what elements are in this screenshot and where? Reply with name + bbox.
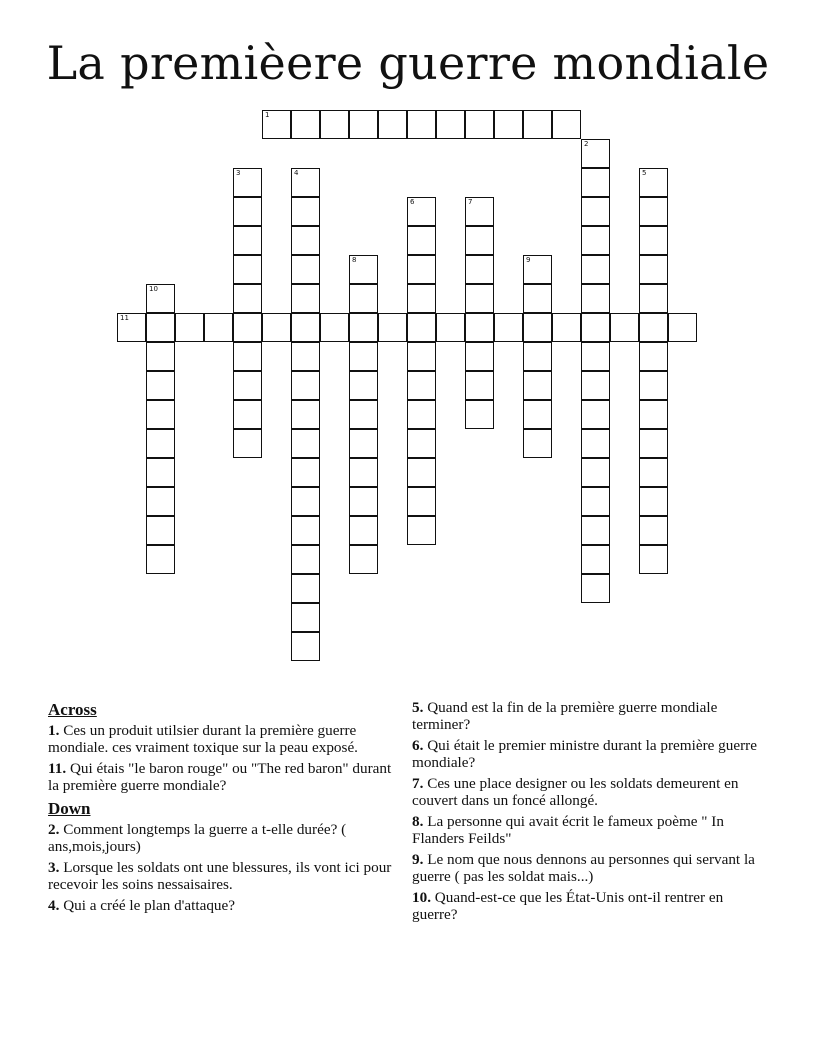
clue-across-1 [48, 723, 398, 756]
clue-text: Ces un produit utilsier durant la première guerre mondiale. ces vraiment toxique sur la peau exposé. [48, 722, 358, 756]
grid-cell[interactable] [639, 313, 668, 342]
grid-cell[interactable] [407, 458, 436, 487]
grid-cell[interactable] [291, 516, 320, 545]
grid-cell[interactable] [146, 429, 175, 458]
cell-number: 8 [352, 256, 357, 264]
clue-number: 8. [412, 813, 424, 830]
across-heading: Across [48, 700, 97, 719]
clue-number: 2. [48, 821, 60, 838]
grid-cell[interactable] [639, 516, 668, 545]
grid-cell[interactable] [581, 197, 610, 226]
grid-cell[interactable] [291, 197, 320, 226]
grid-cell[interactable] [639, 342, 668, 371]
clues-left-column [48, 700, 398, 920]
cell-number: 6 [410, 198, 415, 206]
grid-cell[interactable] [465, 342, 494, 371]
grid-cell[interactable] [175, 313, 204, 342]
grid-cell[interactable] [523, 342, 552, 371]
grid-cell[interactable] [581, 255, 610, 284]
grid-cell[interactable] [291, 110, 320, 139]
grid-cell[interactable] [291, 429, 320, 458]
clue-text: Quand-est-ce que les État-Unis ont-il rentrer en guerre? [412, 889, 724, 923]
clue-down-8 [412, 814, 772, 847]
grid-cell[interactable] [465, 313, 494, 342]
grid-cell[interactable] [639, 284, 668, 313]
grid-cell[interactable] [523, 313, 552, 342]
grid-cell[interactable] [291, 168, 320, 197]
grid-cell[interactable] [117, 313, 146, 342]
grid-cell[interactable] [291, 574, 320, 603]
grid-cell[interactable] [494, 110, 523, 139]
grid-cell[interactable] [436, 110, 465, 139]
clue-text: Comment longtemps la guerre a t-elle durée? ( ans,mois,jours) [48, 821, 347, 855]
grid-cell[interactable] [146, 545, 175, 574]
grid-cell[interactable] [320, 110, 349, 139]
grid-cell[interactable] [291, 371, 320, 400]
clue-number: 4. [48, 897, 60, 914]
grid-cell[interactable] [291, 603, 320, 632]
grid-cell[interactable] [523, 429, 552, 458]
grid-cell[interactable] [523, 110, 552, 139]
cell-number: 5 [642, 169, 647, 177]
grid-cell[interactable] [610, 313, 639, 342]
grid-cell[interactable] [233, 342, 262, 371]
clue-number: 1. [48, 722, 60, 739]
cell-number: 9 [526, 256, 531, 264]
clue-number: 3. [48, 859, 60, 876]
grid-cell[interactable] [262, 110, 291, 139]
grid-cell[interactable] [407, 110, 436, 139]
clue-down-2 [48, 822, 398, 855]
grid-cell[interactable] [407, 342, 436, 371]
grid-cell[interactable] [581, 168, 610, 197]
grid-cell[interactable] [639, 429, 668, 458]
clue-text: Quand est la fin de la première guerre mondiale terminer? [412, 699, 718, 733]
grid-cell[interactable] [349, 429, 378, 458]
clue-text: Le nom que nous dennons au personnes qui servant la guerre ( pas les soldat mais...) [412, 851, 755, 885]
grid-cell[interactable] [233, 284, 262, 313]
grid-cell[interactable] [407, 284, 436, 313]
grid-cell[interactable] [291, 545, 320, 574]
grid-cell[interactable] [639, 371, 668, 400]
grid-cell[interactable] [349, 545, 378, 574]
grid-cell[interactable] [349, 284, 378, 313]
grid-cell[interactable] [291, 342, 320, 371]
clue-text: Qui a créé le plan d'attaque? [63, 897, 236, 914]
grid-cell[interactable] [407, 255, 436, 284]
clue-down-9 [412, 852, 772, 885]
grid-cell[interactable] [639, 487, 668, 516]
clue-text: Ces une place designer ou les soldats demeurent en couvert dans un foncé allongé. [412, 775, 739, 809]
grid-cell[interactable] [320, 313, 349, 342]
grid-cell[interactable] [639, 226, 668, 255]
clue-down-10 [412, 890, 772, 923]
grid-cell[interactable] [581, 313, 610, 342]
grid-cell[interactable] [639, 168, 668, 197]
grid-cell[interactable] [146, 458, 175, 487]
grid-cell[interactable] [465, 284, 494, 313]
clue-number: 9. [412, 851, 424, 868]
grid-cell[interactable] [349, 400, 378, 429]
grid-cell[interactable] [204, 313, 233, 342]
grid-cell[interactable] [407, 371, 436, 400]
grid-cell[interactable] [639, 197, 668, 226]
clue-text: Qui étais "le baron rouge" ou "The red baron" durant la première guerre mondiale? [48, 760, 392, 794]
page-title: La premièere guerre mondiale [46, 36, 770, 90]
grid-cell[interactable] [233, 400, 262, 429]
grid-cell[interactable] [581, 545, 610, 574]
down-heading: Down [48, 799, 91, 818]
cell-number: 1 [265, 111, 270, 119]
clue-number: 7. [412, 775, 424, 792]
grid-cell[interactable] [436, 313, 465, 342]
grid-cell[interactable] [349, 255, 378, 284]
clue-down-3 [48, 860, 398, 893]
cell-number: 2 [584, 140, 589, 148]
grid-cell[interactable] [552, 110, 581, 139]
clue-text: La personne qui avait écrit le fameux poème " In Flanders Feilds" [412, 813, 724, 847]
grid-cell[interactable] [465, 226, 494, 255]
grid-cell[interactable] [349, 516, 378, 545]
grid-cell[interactable] [581, 284, 610, 313]
grid-cell[interactable] [465, 371, 494, 400]
grid-cell[interactable] [146, 313, 175, 342]
grid-cell[interactable] [349, 487, 378, 516]
grid-cell[interactable] [407, 313, 436, 342]
grid-cell[interactable] [233, 313, 262, 342]
grid-cell[interactable] [581, 458, 610, 487]
grid-cell[interactable] [291, 458, 320, 487]
grid-cell[interactable] [146, 284, 175, 313]
grid-cell[interactable] [349, 458, 378, 487]
grid-cell[interactable] [291, 400, 320, 429]
grid-cell[interactable] [639, 458, 668, 487]
grid-cell[interactable] [465, 255, 494, 284]
grid-cell[interactable] [465, 197, 494, 226]
clue-number: 6. [412, 737, 424, 754]
clues-right-column [412, 700, 772, 928]
grid-cell[interactable] [407, 487, 436, 516]
grid-cell[interactable] [407, 226, 436, 255]
grid-cell[interactable] [146, 487, 175, 516]
grid-cell[interactable] [581, 371, 610, 400]
grid-cell[interactable] [349, 342, 378, 371]
grid-cell[interactable] [639, 400, 668, 429]
clue-number: 10. [412, 889, 431, 906]
grid-cell[interactable] [378, 110, 407, 139]
grid-cell[interactable] [581, 139, 610, 168]
grid-cell[interactable] [349, 110, 378, 139]
clue-down-7 [412, 776, 772, 809]
grid-cell[interactable] [581, 516, 610, 545]
grid-cell[interactable] [523, 255, 552, 284]
grid-cell[interactable] [262, 313, 291, 342]
grid-cell[interactable] [378, 313, 407, 342]
grid-cell[interactable] [668, 313, 697, 342]
grid-cell[interactable] [349, 371, 378, 400]
grid-cell[interactable] [233, 429, 262, 458]
grid-cell[interactable] [291, 255, 320, 284]
grid-cell[interactable] [291, 313, 320, 342]
grid-cell[interactable] [581, 487, 610, 516]
grid-cell[interactable] [581, 342, 610, 371]
cell-number: 4 [294, 169, 299, 177]
grid-cell[interactable] [233, 255, 262, 284]
grid-cell[interactable] [552, 313, 581, 342]
grid-cell[interactable] [291, 284, 320, 313]
grid-cell[interactable] [146, 400, 175, 429]
cell-number: 10 [149, 285, 158, 293]
grid-cell[interactable] [233, 168, 262, 197]
cell-number: 11 [120, 314, 129, 322]
grid-cell[interactable] [581, 226, 610, 255]
grid-cell[interactable] [233, 371, 262, 400]
grid-cell[interactable] [146, 516, 175, 545]
grid-cell[interactable] [639, 545, 668, 574]
grid-cell[interactable] [146, 371, 175, 400]
grid-cell[interactable] [581, 429, 610, 458]
grid-cell[interactable] [465, 400, 494, 429]
cell-number: 3 [236, 169, 241, 177]
clue-across-11 [48, 761, 398, 794]
grid-cell[interactable] [639, 255, 668, 284]
grid-cell[interactable] [494, 313, 523, 342]
grid-cell[interactable] [407, 400, 436, 429]
grid-cell[interactable] [349, 313, 378, 342]
clue-down-6 [412, 738, 772, 771]
grid-cell[interactable] [581, 574, 610, 603]
grid-cell[interactable] [523, 284, 552, 313]
grid-cell[interactable] [407, 197, 436, 226]
grid-cell[interactable] [523, 400, 552, 429]
clue-text: Qui était le premier ministre durant la première guerre mondiale? [412, 737, 757, 771]
grid-cell[interactable] [407, 516, 436, 545]
grid-cell[interactable] [233, 197, 262, 226]
grid-cell[interactable] [407, 429, 436, 458]
grid-cell[interactable] [291, 226, 320, 255]
clue-text: Lorsque les soldats ont une blessures, ils vont ici pour recevoir les soins nessaisaires. [48, 859, 392, 893]
grid-cell[interactable] [581, 400, 610, 429]
grid-cell[interactable] [523, 371, 552, 400]
cell-number: 7 [468, 198, 473, 206]
grid-cell[interactable] [146, 342, 175, 371]
grid-cell[interactable] [233, 226, 262, 255]
grid-cell[interactable] [291, 632, 320, 661]
grid-cell[interactable] [291, 487, 320, 516]
clue-down-4 [48, 898, 398, 915]
clue-number: 11. [48, 760, 67, 777]
grid-cell[interactable] [465, 110, 494, 139]
clue-number: 5. [412, 699, 424, 716]
clue-down-5 [412, 700, 772, 733]
